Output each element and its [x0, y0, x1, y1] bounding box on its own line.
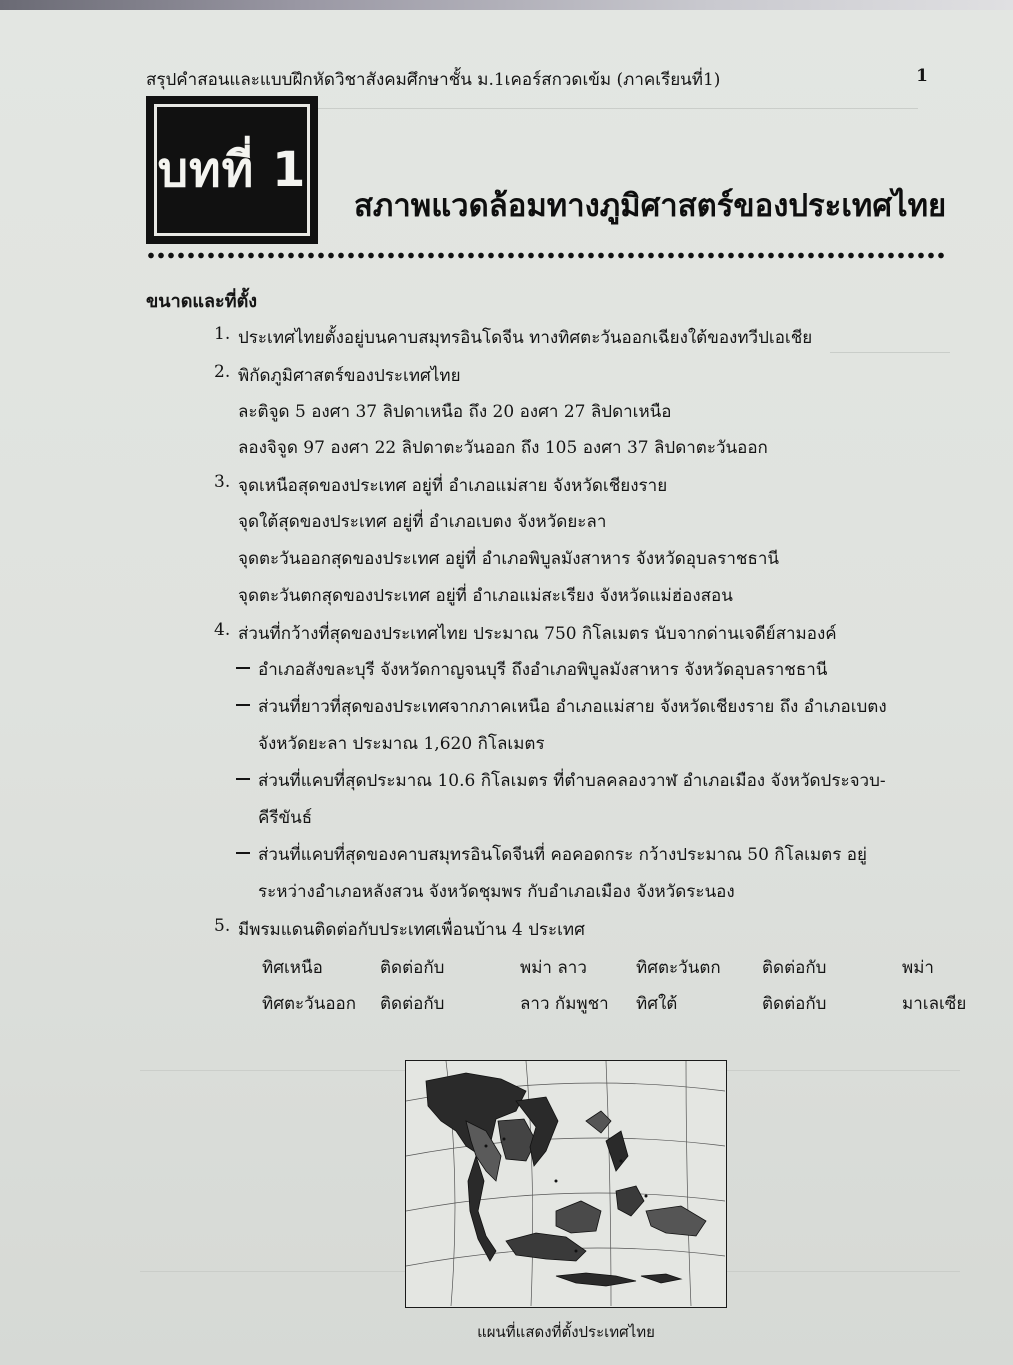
bullet-text: คีรีขันธ์ [258, 808, 313, 828]
header-title: สรุปคำสอนและแบบฝึกหัดวิชาสังคมศึกษาชั้น ม.1เคอร์สกวดเข้ม (ภาคเรียนที่1) [146, 70, 721, 90]
direction-label: ทิศตะวันตก [636, 958, 721, 978]
dash-bullet [236, 667, 250, 669]
bullet-text: ส่วนที่แคบที่สุดประมาณ 10.6 กิโลเมตร ที่ตำบลคลองวาฬ อำเภอเมือง จังหวัดประจวบ- [258, 771, 886, 791]
item-number: 4. [214, 620, 231, 640]
direction-label: ทิศตะวันออก [262, 994, 357, 1014]
map-caption: แผนที่แสดงที่ตั้งประเทศไทย [477, 1323, 655, 1341]
item-number: 1. [214, 324, 231, 344]
item-text: พิกัดภูมิศาสตร์ของประเทศไทย [238, 366, 461, 386]
eastmost-line: จุดตะวันออกสุดของประเทศ อยู่ที่ อำเภอพิบูลมังสาหาร จังหวัดอุบลราชธานี [238, 549, 779, 569]
bleed-through [830, 352, 950, 393]
bullet-text: จังหวัดยะลา ประมาณ 1,620 กิโลเมตร [258, 734, 545, 754]
southeast-asia-map [405, 1060, 727, 1308]
latitude-line: ละติจูด 5 องศา 37 ลิปดาเหนือ ถึง 20 องศา 27 ลิปดาเหนือ [238, 402, 672, 422]
direction-label: ทิศใต้ [636, 994, 678, 1014]
chapter-title: สภาพแวดล้อมทางภูมิศาสตร์ของประเทศไทย [354, 188, 947, 224]
page-header [146, 66, 946, 92]
item-number: 2. [214, 362, 231, 382]
bullet-text: ระหว่างอำเภอหลังสวน จังหวัดชุมพร กับอำเภอเมือง จังหวัดระนอง [258, 882, 735, 902]
connector-label: ติดต่อกับ [380, 994, 445, 1014]
chapter-label: บทที่ 1 [157, 142, 307, 198]
connector-label: ติดต่อกับ [380, 958, 445, 978]
dash-bullet [236, 704, 250, 706]
chapter-badge [146, 96, 318, 244]
neighbor-countries: พม่า ลาว [520, 958, 587, 978]
dotted-divider [146, 252, 946, 259]
dash-bullet [236, 778, 250, 780]
neighbor-countries: มาเลเซีย [902, 994, 967, 1014]
item-text: ส่วนที่กว้างที่สุดของประเทศไทย ประมาณ 750 กิโลเมตร นับจากด่านเจดีย์สามองค์ [238, 624, 837, 644]
bullet-text: ส่วนที่แคบที่สุดของคาบสมุทรอินโดจีนที่ คอคอดกระ กว้างประมาณ 50 กิโลเมตร อยู่ [258, 845, 867, 865]
item-number: 3. [214, 472, 231, 492]
dash-bullet [236, 852, 250, 854]
neighbor-row [0, 990, 1013, 1016]
connector-label: ติดต่อกับ [762, 958, 827, 978]
bullet-text: อำเภอสังขละบุรี จังหวัดกาญจนบุรี ถึงอำเภอพิบูลมังสาหาร จังหวัดอุบลราชธานี [258, 660, 828, 680]
northmost-line: จุดเหนือสุดของประเทศ อยู่ที่ อำเภอแม่สาย จังหวัดเชียงราย [238, 476, 668, 496]
connector-label: ติดต่อกับ [762, 994, 827, 1014]
section-title: ขนาดและที่ตั้ง [146, 291, 258, 312]
direction-label: ทิศเหนือ [262, 958, 323, 978]
item-text: มีพรมแดนติดต่อกับประเทศเพื่อนบ้าน 4 ประเทศ [238, 920, 585, 940]
scan-edge [0, 0, 1013, 10]
neighbor-row [0, 954, 1013, 980]
item-number: 5. [214, 916, 231, 936]
southmost-line: จุดใต้สุดของประเทศ อยู่ที่ อำเภอเบตง จังหวัดยะลา [238, 512, 607, 532]
map-drawing [406, 1061, 725, 1306]
neighbor-countries: ลาว กัมพูชา [520, 994, 609, 1014]
bleed-through [218, 108, 918, 123]
bullet-text: ส่วนที่ยาวที่สุดของประเทศจากภาคเหนือ อำเภอแม่สาย จังหวัดเชียงราย ถึง อำเภอเบตง [258, 697, 887, 717]
longitude-line: ลองจิจูด 97 องศา 22 ลิปดาตะวันออก ถึง 105 องศา 37 ลิปดาตะวันออก [238, 438, 768, 458]
item-text: ประเทศไทยตั้งอยู่บนคาบสมุทรอินโดจีน ทางทิศตะวันออกเฉียงใต้ของทวีปเอเชีย [238, 328, 813, 348]
westmost-line: จุดตะวันตกสุดของประเทศ อยู่ที่ อำเภอแม่สะเรียง จังหวัดแม่ฮ่องสอน [238, 586, 733, 606]
neighbor-countries: พม่า [902, 958, 934, 978]
page-number: 1 [916, 66, 928, 86]
